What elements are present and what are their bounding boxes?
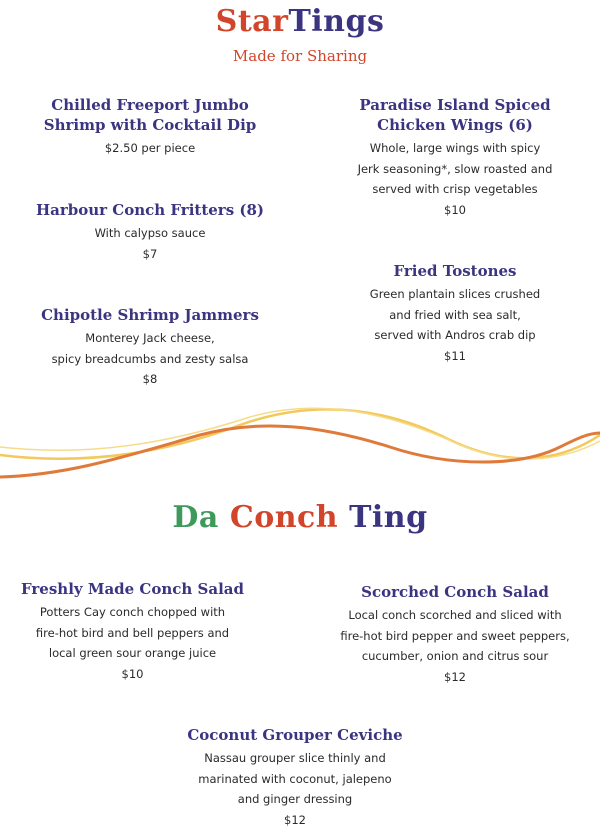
item-price: $11 [444,348,466,363]
menu-item-fried-tostones [320,261,590,366]
item-name-line2: Chicken Wings (6) [377,116,533,134]
item-name [320,95,590,135]
item-description-line: fire-hot bird pepper and sweet peppers, [340,628,570,643]
item-name: Fried Tostones [393,262,517,280]
conch-title-part1: Da [172,500,219,535]
wave-orange [0,426,600,477]
wave-yellow-thin [0,408,600,459]
conch-title [0,500,600,535]
conch-title-part3: Ting [349,500,428,535]
menu-item-conch-salad [0,579,265,684]
startings-title [0,4,600,39]
item-description-line: Jerk seasoning*, slow roasted and [357,161,553,176]
menu-item-jumbo-shrimp [10,95,290,159]
item-price: $10 [444,202,466,217]
item-description: With calypso sauce [94,226,206,240]
item-description-line: served with crisp vegetables [372,182,538,196]
wave-yellow [0,409,600,458]
startings-subtitle: Made for Sharing [232,47,368,65]
item-name: Freshly Made Conch Salad [21,580,244,598]
startings-title-part1: Star [215,4,289,39]
item-price: $12 [284,812,306,827]
item-price: $7 [142,246,158,261]
menu-item-scorched-conch-salad [310,582,600,687]
item-name-line2: Shrimp with Cocktail Dip [43,116,257,134]
item-description-line: Whole, large wings with spicy [369,141,541,155]
conch-title-part2: Conch [229,500,339,535]
item-name: Chipotle Shrimp Jammers [41,306,259,324]
item-name-line1: Paradise Island Spiced [359,96,551,114]
item-description-line: Monterey Jack cheese, [85,331,215,345]
item-description-line: Local conch scorched and sliced with [348,608,562,622]
menu-item-conch-fritters [10,200,290,264]
item-price: $8 [142,372,158,386]
item-description-line: Green plantain slices crushed [369,287,541,301]
item-price: $12 [444,669,466,684]
item-description-line: Nassau grouper slice thinly and [204,751,386,765]
item-name: Scorched Conch Salad [361,583,549,601]
menu-item-shrimp-jammers [10,305,290,390]
item-name: Harbour Conch Fritters (8) [35,201,265,219]
item-description: $2.50 per piece [104,141,196,155]
item-description-line: cucumber, onion and citrus sour [361,649,549,663]
item-description-line: and ginger dressing [237,792,353,806]
decorative-waves [0,395,600,495]
item-name [10,95,290,135]
item-description-line: and fried with sea salt, [389,307,521,322]
startings-title-part2: Tings [288,4,385,39]
menu-item-chicken-wings [320,95,590,220]
item-name: Coconut Grouper Ceviche [187,726,403,744]
item-description-line: local green sour orange juice [48,646,217,660]
item-description-line: spicy breadcumbs and zesty salsa [51,351,249,366]
item-price: $10 [121,666,144,681]
menu-item-grouper-ceviche [145,725,445,830]
item-description-line: served with Andros crab dip [374,328,536,342]
item-description-line: fire-hot bird and bell peppers and [35,625,230,640]
item-description-line: Potters Cay conch chopped with [39,605,226,619]
item-description-line: marinated with coconut, jalepeno [198,771,392,786]
item-name-line1: Chilled Freeport Jumbo [51,96,249,114]
